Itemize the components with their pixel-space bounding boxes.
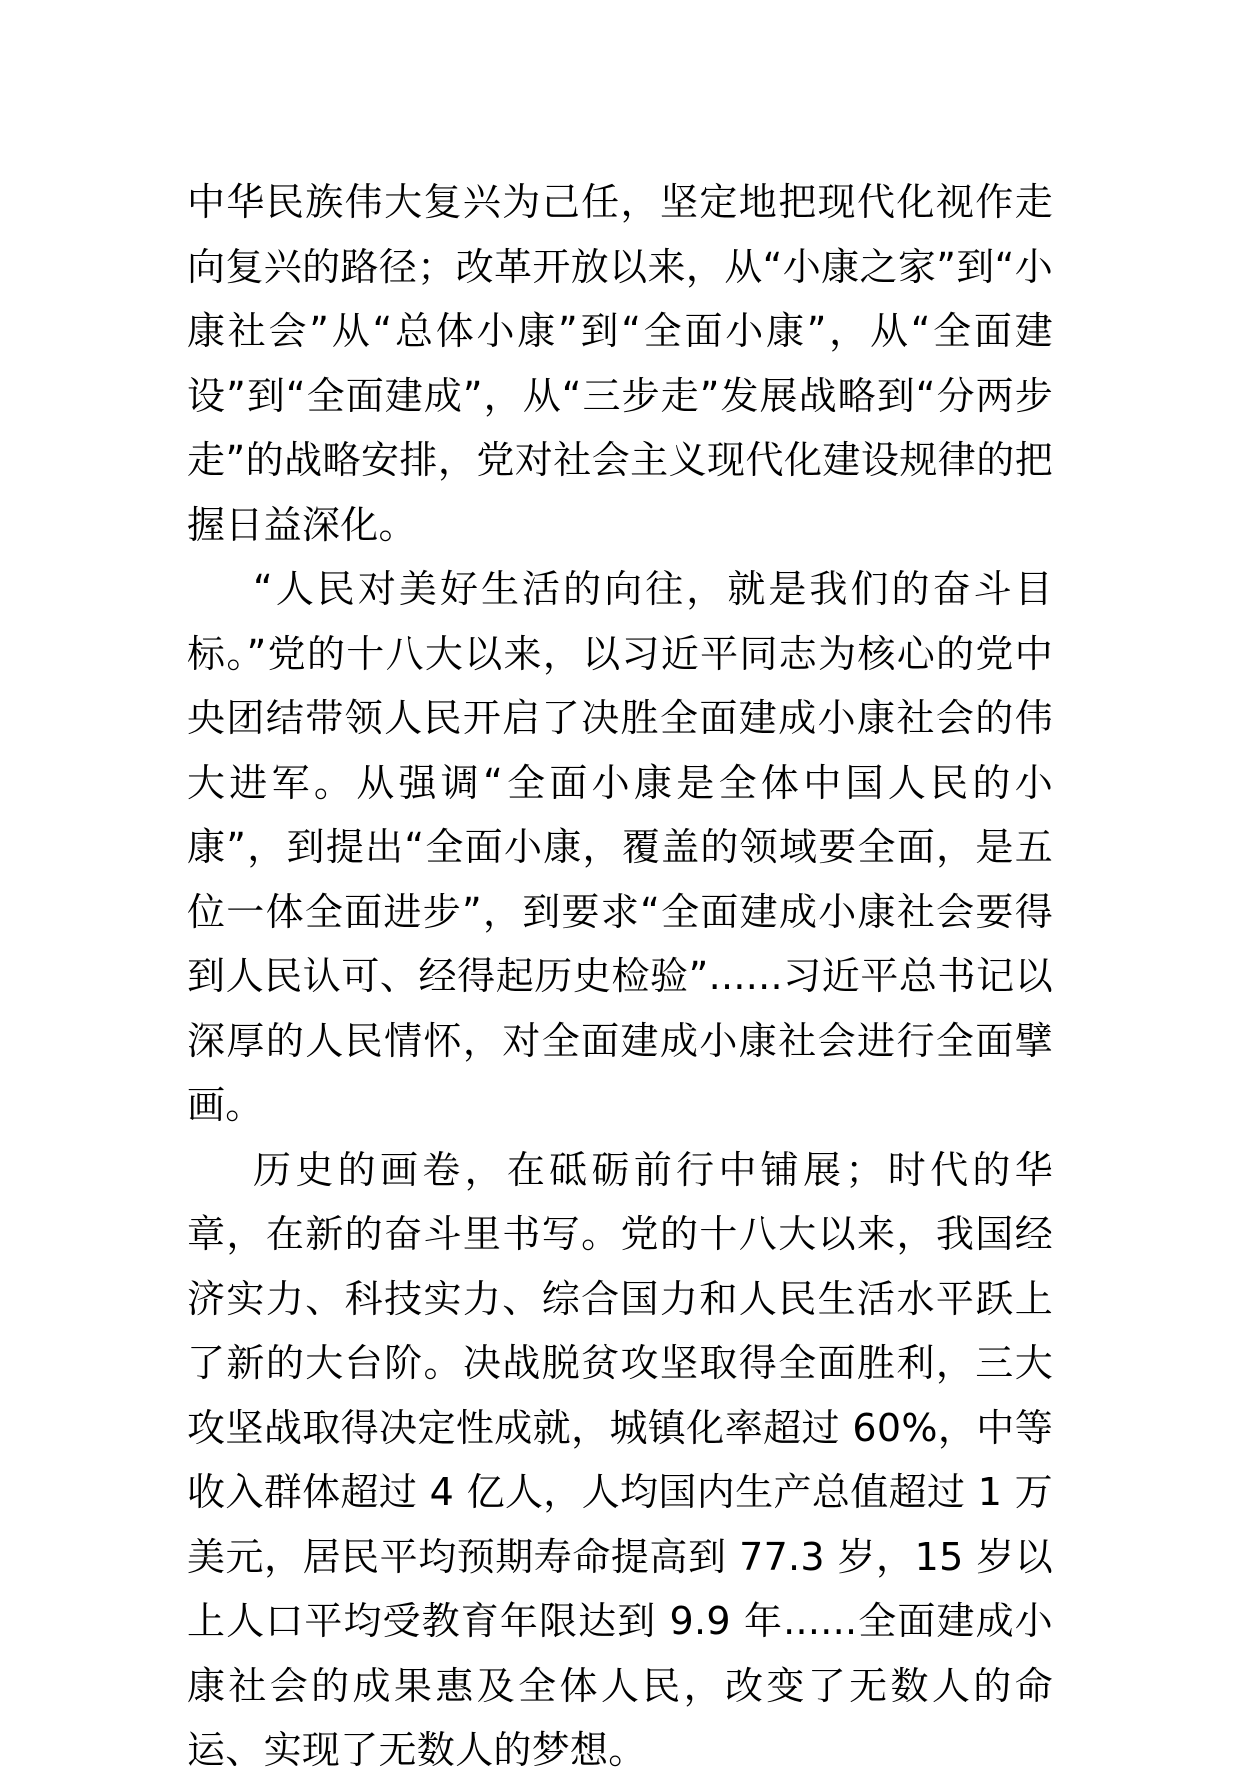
- paragraph-continued: 中华民族伟大复兴为己任，坚定地把现代化视作走向复兴的路径；改革开放以来，从“小康之家”到“小康社会”从“总体小康”到“全面小康”，从“全面建设”到“全面建成”，从“三步走”发展战略到“分两步走”的战略安排，党对社会主义现代化建设规律的把握日益深化。: [187, 180, 1053, 547]
- paragraph: 历史的画卷，在砥砺前行中铺展；时代的华章，在新的奋斗里书写。党的十八大以来，我国经济实力、科技实力、综合国力和人民生活水平跃上了新的大台阶。决战脱贫攻坚取得全面胜利，三大攻坚战取得决定性成就，城镇化率超过 60%，中等收入群体超过 4 亿人，人均国内生产总值超过 1 万美元，居民平均预期寿命提高到 77.3 岁，15 岁以上人口平均受教育年限达到 9.9 年......全面建成小康社会的成果惠及全体人民，改变了无数人的命运、实现了无数人的梦想。: [187, 1147, 1053, 1772]
- body-text: [187, 170, 1053, 1783]
- paragraph: “人民对美好生活的向往，就是我们的奋斗目标。”党的十八大以来，以习近平同志为核心的党中央团结带领人民开启了决胜全面建成小康社会的伟大进军。从强调“全面小康是全体中国人民的小康”，到提出“全面小康，覆盖的领域要全面，是五位一体全面进步”，到要求“全面建成小康社会要得到人民认可、经得起历史检验”......习近平总书记以深厚的人民情怀，对全面建成小康社会进行全面擘画。: [187, 567, 1053, 1127]
